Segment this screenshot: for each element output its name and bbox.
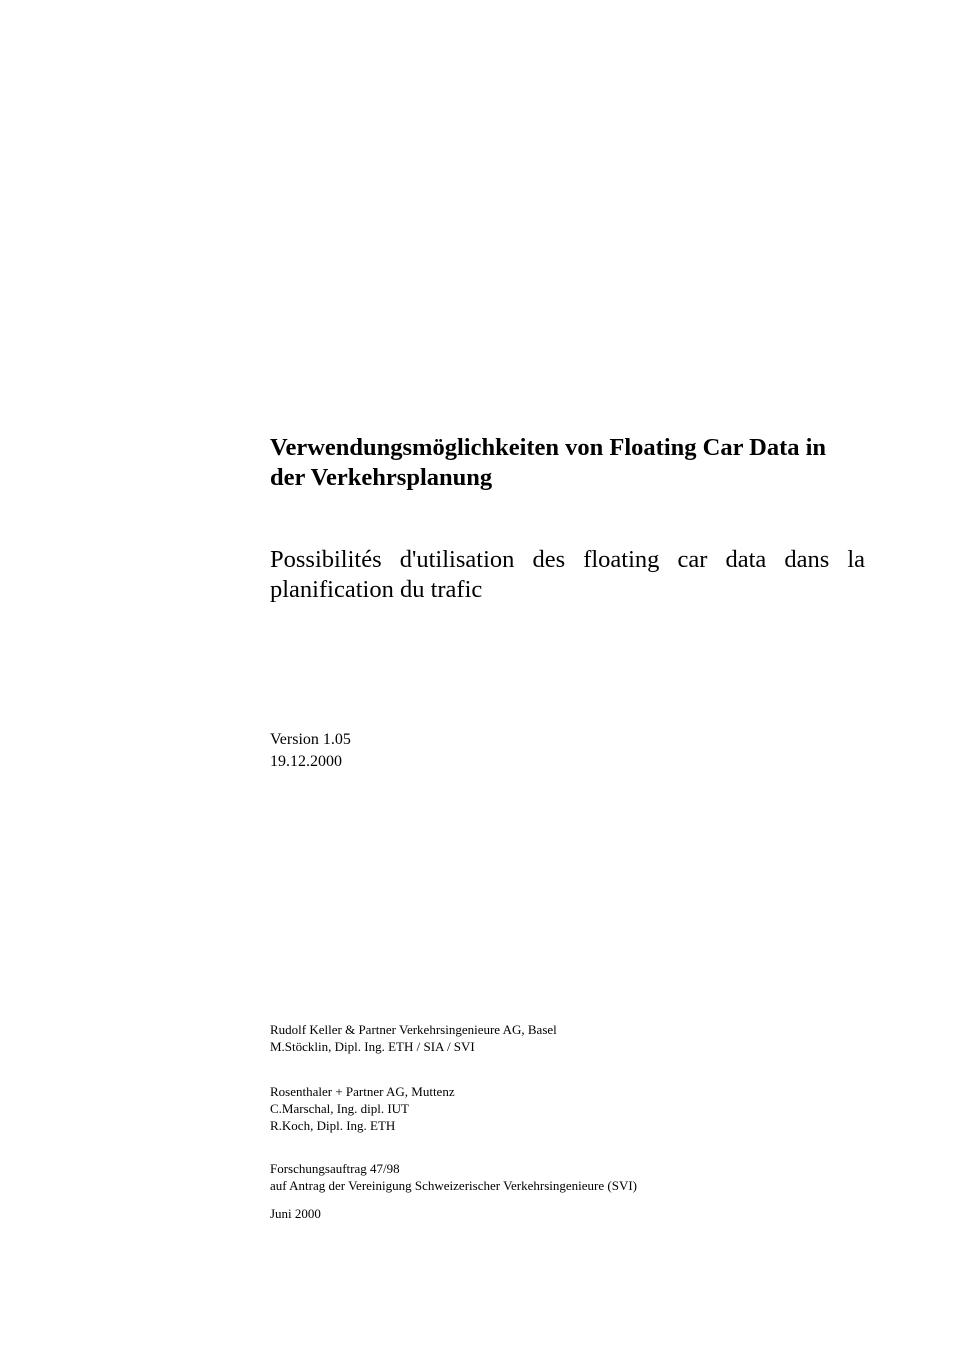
version-number: Version 1.05 bbox=[270, 731, 351, 748]
contributor-block-1 bbox=[270, 1021, 865, 1055]
document-title-french: Possibilités d'utilisation des floating car data dans la planification du trafic bbox=[270, 546, 865, 603]
contributor-organization: Rudolf Keller & Partner Verkehrsingenieure AG, Basel bbox=[270, 1022, 557, 1037]
mandate-request: auf Antrag der Vereinigung Schweizerischer Verkehrsingenieure (SVI) bbox=[270, 1178, 638, 1193]
document-title-german: Verwendungsmöglichkeiten von Floating Car Data in der Verkehrsplanung bbox=[270, 434, 827, 491]
research-mandate-block bbox=[270, 1160, 865, 1194]
research-mandate: Forschungsauftrag 47/98 bbox=[270, 1161, 400, 1176]
version-block bbox=[270, 729, 865, 773]
contributor-person: R.Koch, Dipl. Ing. ETH bbox=[270, 1118, 396, 1133]
contributor-person: M.Stöcklin, Dipl. Ing. ETH / SIA / SVI bbox=[270, 1039, 475, 1054]
version-date: 19.12.2000 bbox=[270, 753, 342, 770]
contributor-block-2 bbox=[270, 1083, 865, 1134]
contributor-person: C.Marschal, Ing. dipl. IUT bbox=[270, 1101, 410, 1116]
publication-date: Juni 2000 bbox=[270, 1206, 321, 1221]
contributor-organization: Rosenthaler + Partner AG, Muttenz bbox=[270, 1084, 455, 1099]
